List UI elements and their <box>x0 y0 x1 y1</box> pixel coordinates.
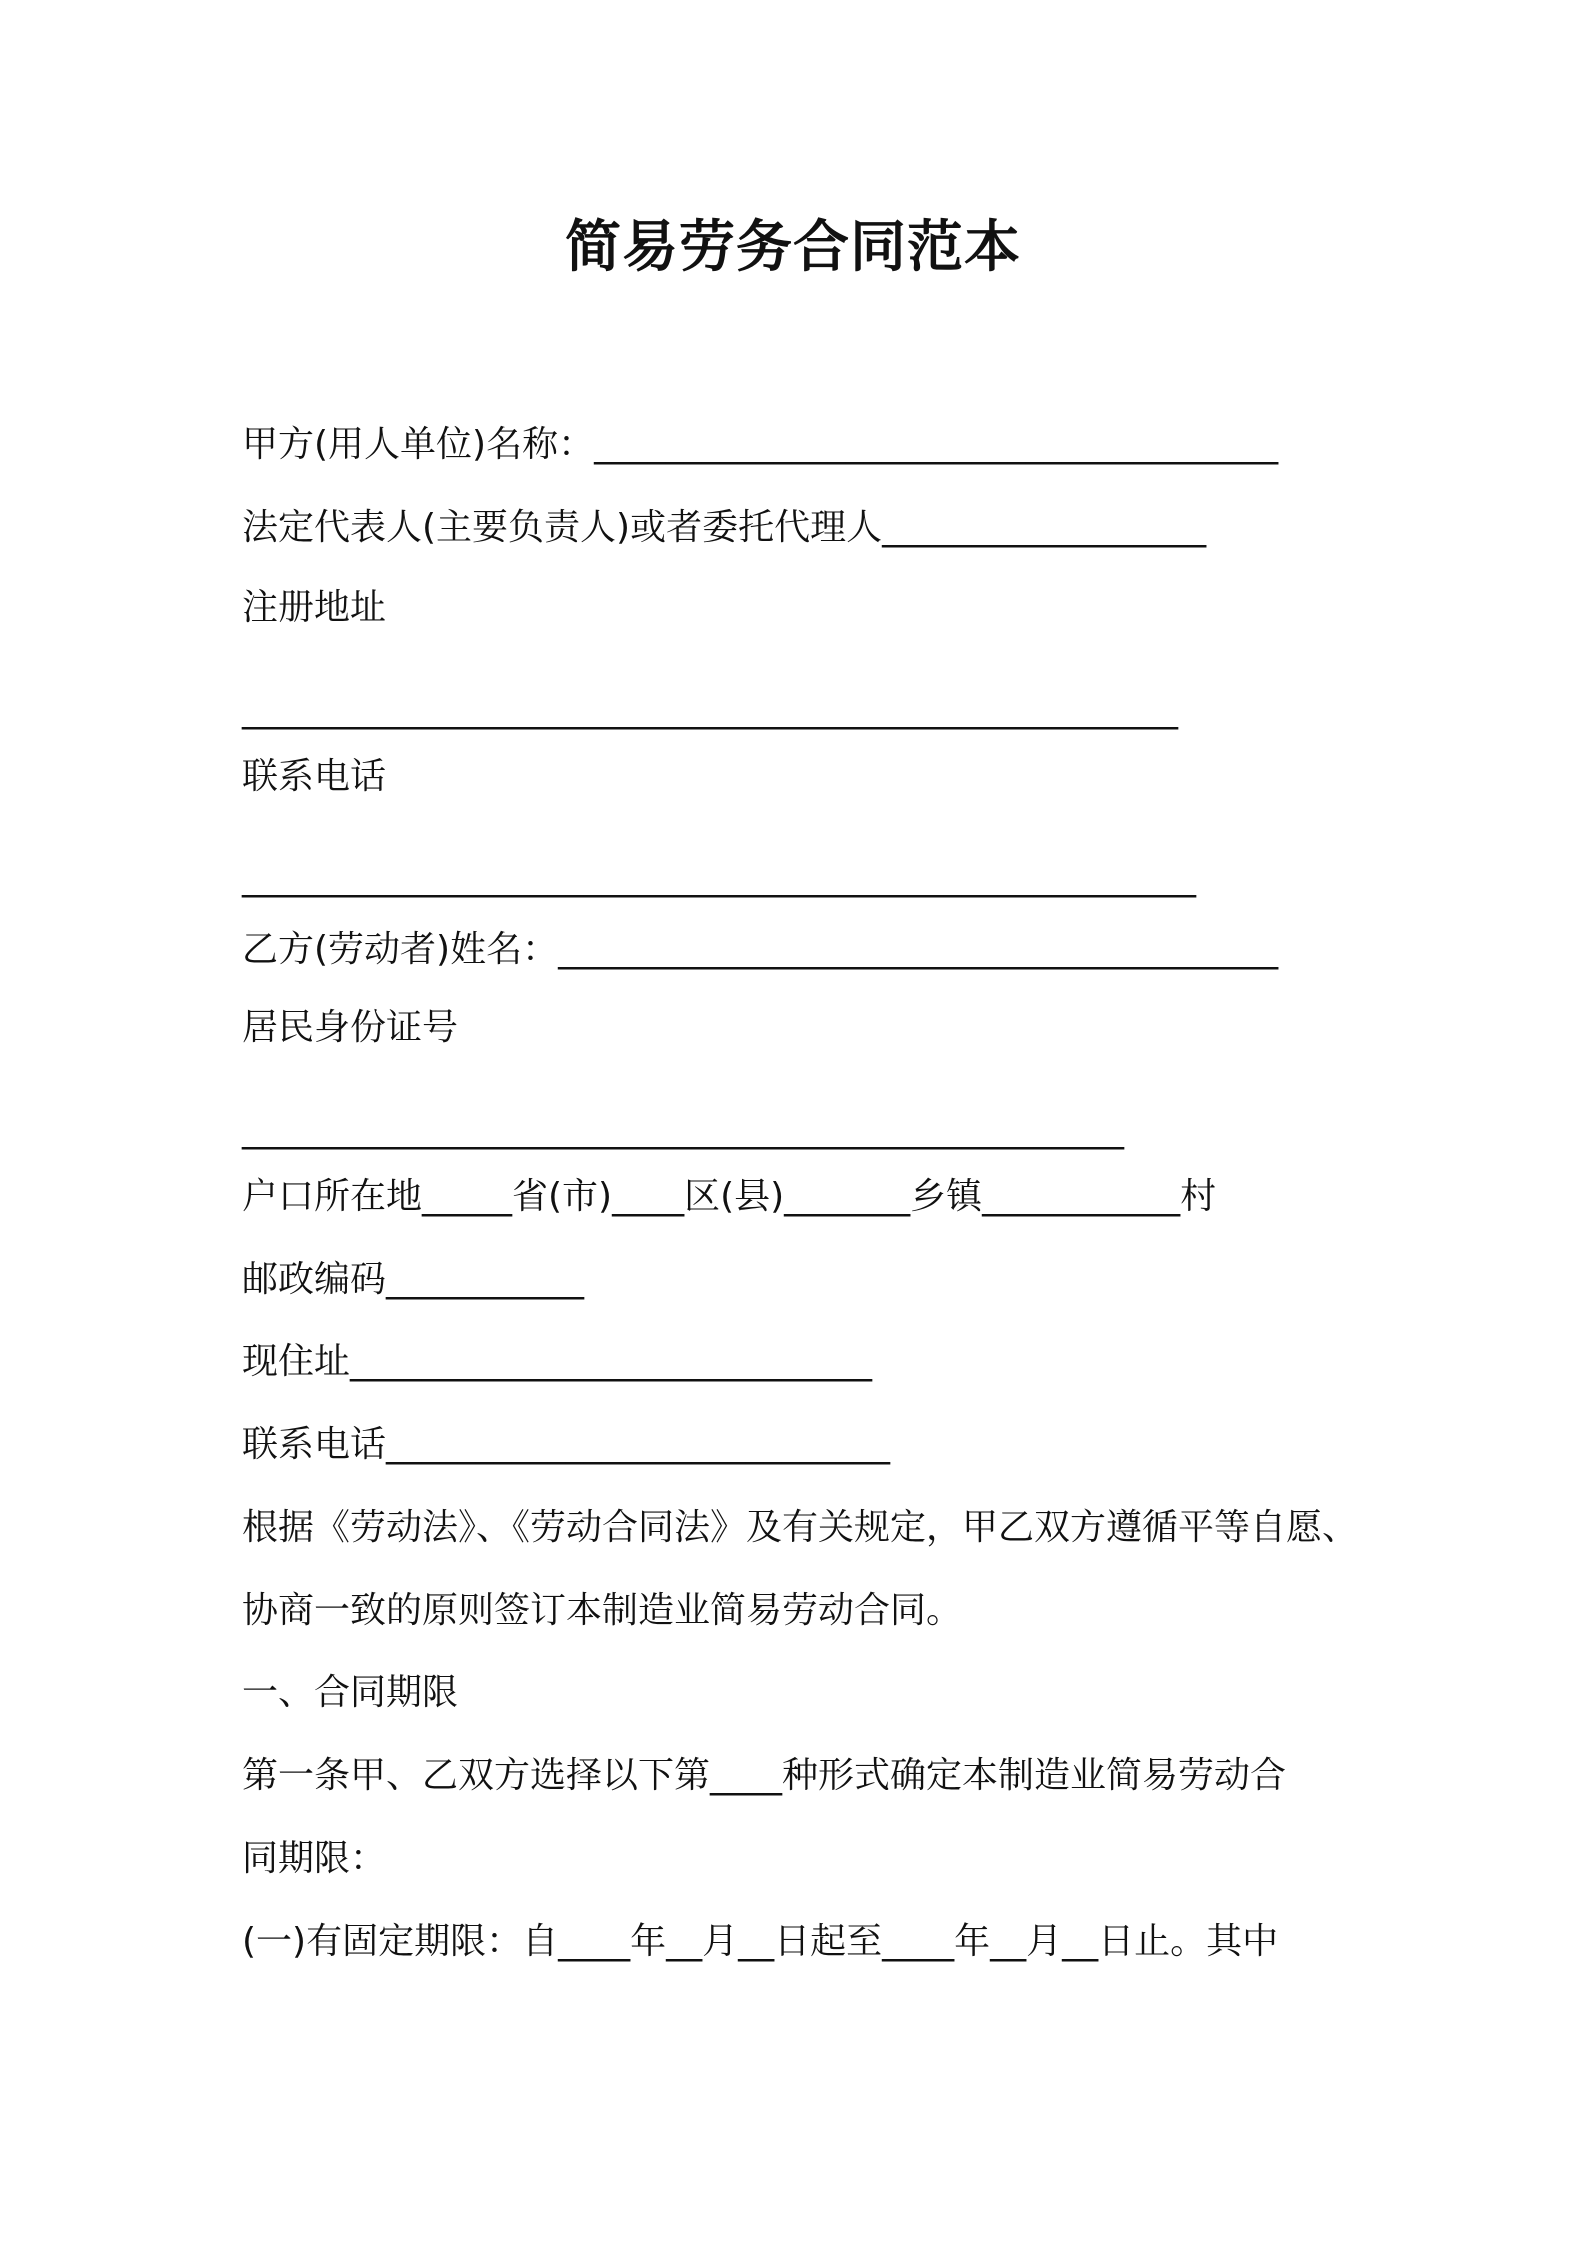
party-a-phone-blank: _____________________________________________________ <box>242 857 1196 898</box>
party-a-name-line: 甲方(用人单位)名称：______________________________________ <box>242 424 1279 465</box>
article-one-line-1: 第一条甲、乙双方选择以下第____种形式确定本制造业简易劳动合 <box>242 1755 1287 1796</box>
household-registration-line: 户口所在地_____省(市)____区(县)_______乡镇___________村 <box>242 1176 1217 1217</box>
id-number-blank: _________________________________________________ <box>242 1109 1124 1150</box>
party-b-name-line: 乙方(劳动者)姓名：________________________________________ <box>242 929 1279 970</box>
fixed-term-clause-line: (一)有固定期限：自____年__月__日起至____年__月__日止。其中 <box>242 1921 1279 1962</box>
registered-address-label: 注册地址 <box>242 587 387 628</box>
registered-address-blank: ____________________________________________________ <box>242 689 1178 730</box>
document-title: 简易劳务合同范本 <box>565 215 1021 280</box>
party-a-phone-label: 联系电话 <box>242 756 387 797</box>
section-heading-contract-term: 一、合同期限 <box>242 1672 459 1713</box>
postal-code-line: 邮政编码___________ <box>242 1259 585 1300</box>
article-one-line-2: 同期限： <box>242 1838 387 1879</box>
party-b-phone-line: 联系电话____________________________ <box>242 1424 891 1465</box>
legal-representative-line: 法定代表人(主要负责人)或者委托代理人__________________ <box>242 507 1207 548</box>
id-number-label: 居民身份证号 <box>242 1007 459 1048</box>
preamble-paragraph-line-1: 根据《劳动法》、《劳动合同法》及有关规定，甲乙双方遵循平等自愿、 <box>242 1507 1359 1548</box>
preamble-paragraph-line-2: 协商一致的原则签订本制造业简易劳动合同。 <box>242 1590 963 1631</box>
current-address-line: 现住址_____________________________ <box>242 1341 873 1382</box>
